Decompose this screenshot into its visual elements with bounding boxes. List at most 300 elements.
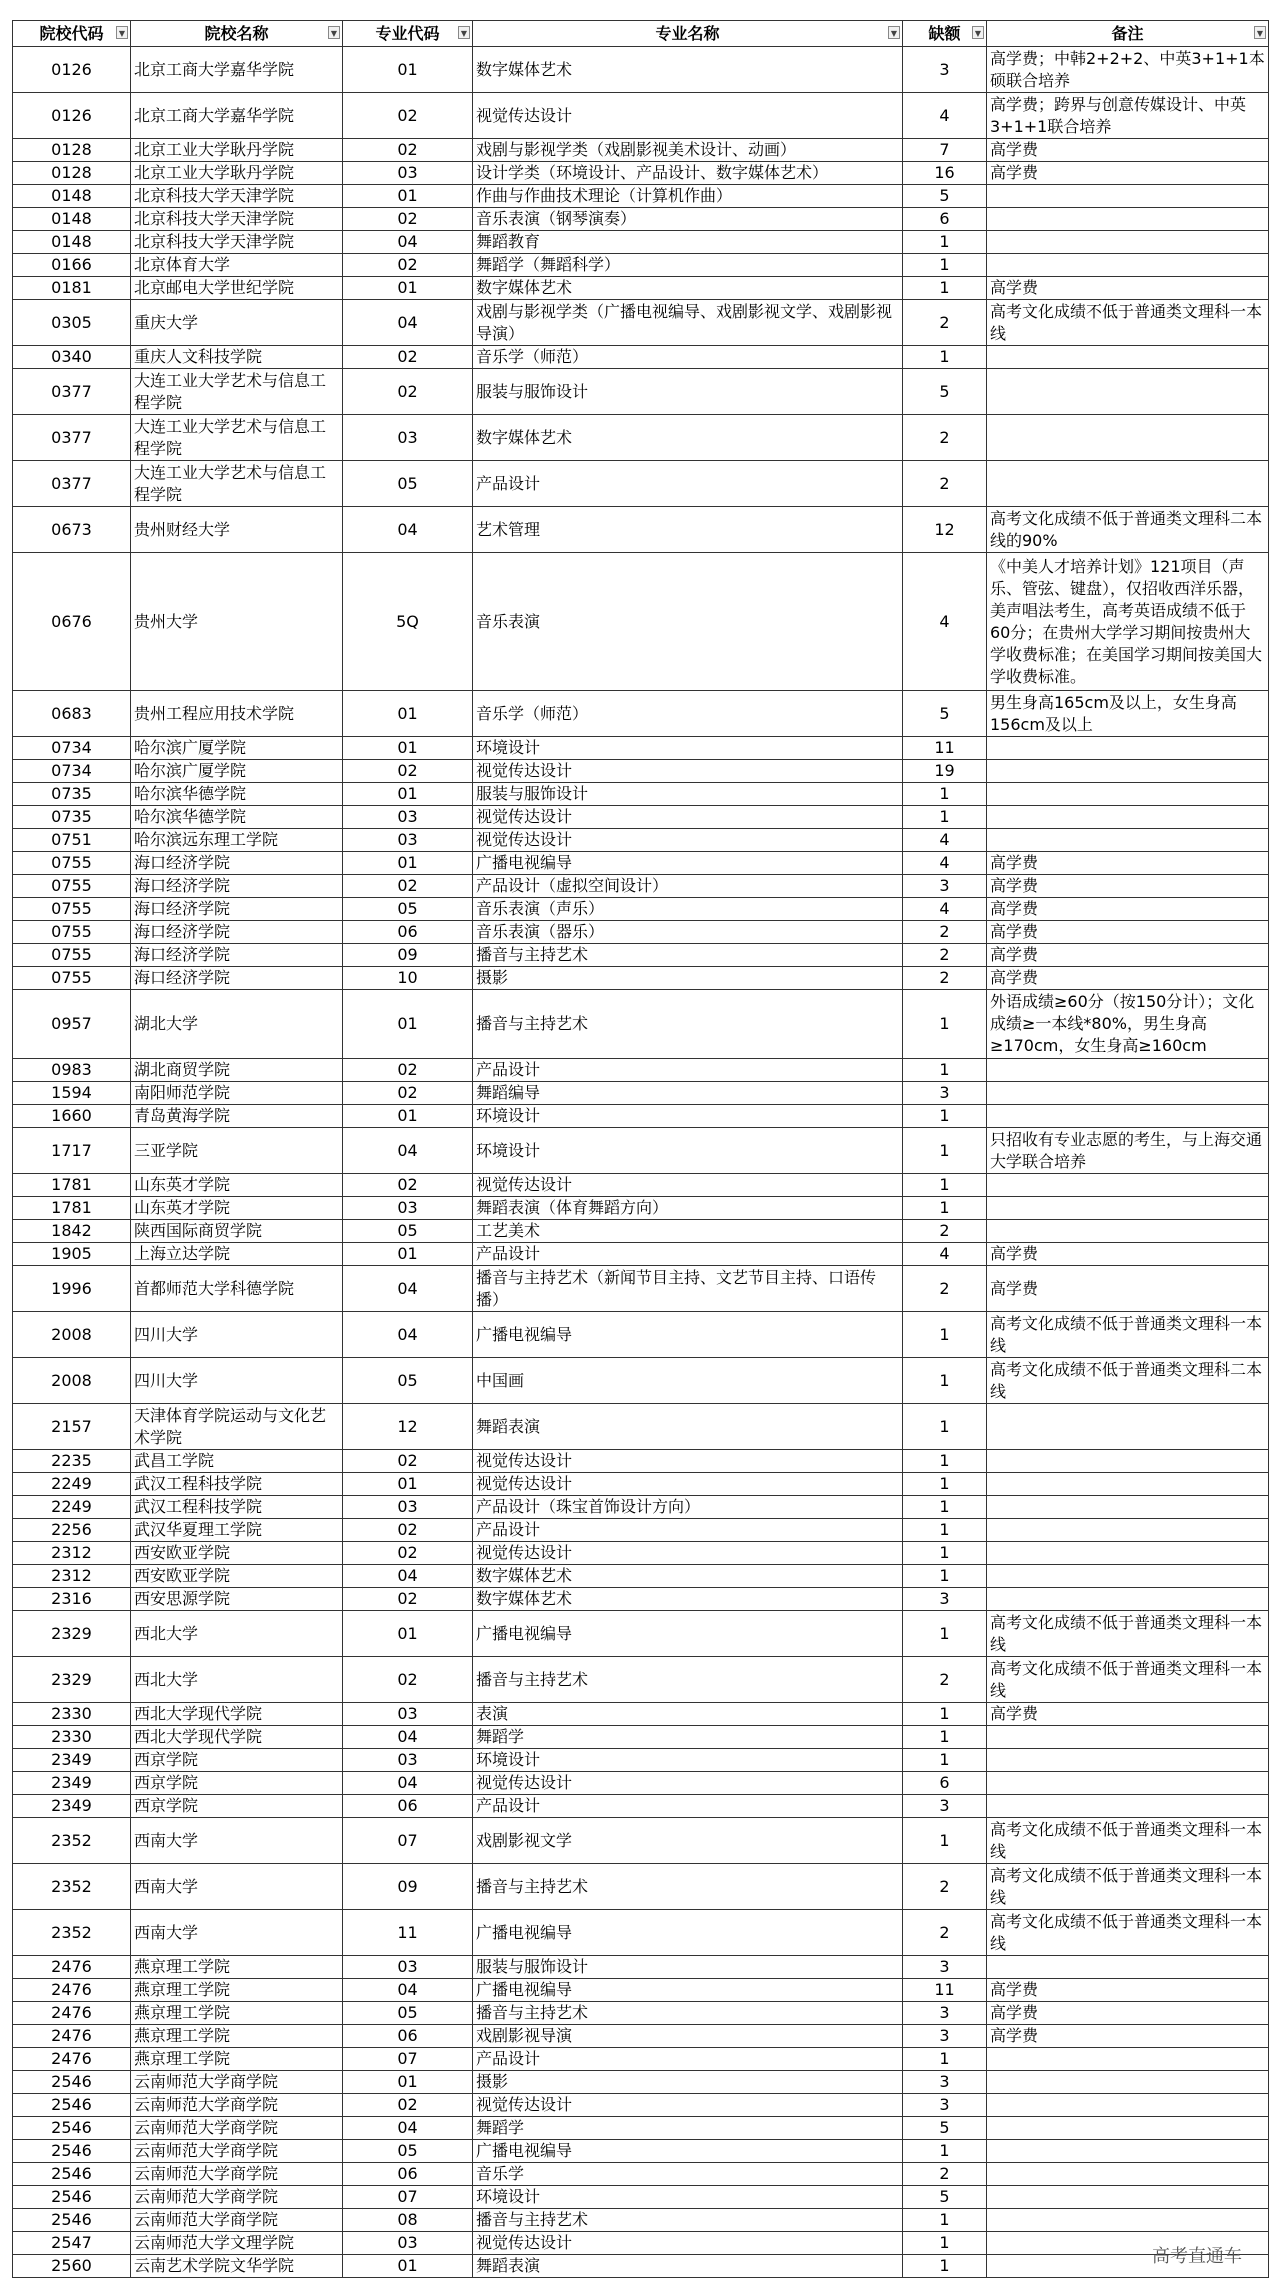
- cell-vacancy: 1: [903, 1128, 987, 1174]
- cell-school-code: 0126: [13, 93, 131, 139]
- cell-major-name: 舞蹈表演（体育舞蹈方向）: [473, 1197, 903, 1220]
- cell-major-code: 09: [343, 1864, 473, 1910]
- cell-note: [987, 1565, 1269, 1588]
- cell-school-code: 0751: [13, 829, 131, 852]
- cell-major-name: 环境设计: [473, 2186, 903, 2209]
- cell-vacancy: 11: [903, 737, 987, 760]
- cell-major-code: 07: [343, 1818, 473, 1864]
- table-row: [13, 875, 1269, 898]
- cell-school-name: 云南师范大学商学院: [131, 2140, 343, 2163]
- cell-major-name: 视觉传达设计: [473, 806, 903, 829]
- table-row: [13, 2071, 1269, 2094]
- cell-school-name: 西北大学现代学院: [131, 1726, 343, 1749]
- cell-vacancy: 7: [903, 139, 987, 162]
- cell-school-code: 2352: [13, 1910, 131, 1956]
- cell-school-name: 海口经济学院: [131, 944, 343, 967]
- cell-major-name: 工艺美术: [473, 1220, 903, 1243]
- cell-school-name: 西南大学: [131, 1818, 343, 1864]
- cell-school-code: 2312: [13, 1565, 131, 1588]
- cell-note: [987, 1450, 1269, 1473]
- cell-major-code: 01: [343, 47, 473, 93]
- cell-major-name: 产品设计: [473, 461, 903, 507]
- table-row: [13, 346, 1269, 369]
- cell-note: [987, 1956, 1269, 1979]
- header-cell-note: [987, 21, 1269, 47]
- cell-major-code: 03: [343, 1197, 473, 1220]
- cell-school-code: 0166: [13, 254, 131, 277]
- cell-school-code: 0983: [13, 1059, 131, 1082]
- cell-note: [987, 1588, 1269, 1611]
- table-row: [13, 1979, 1269, 2002]
- table-row: [13, 185, 1269, 208]
- cell-school-code: 2560: [13, 2255, 131, 2278]
- cell-note: 高学费: [987, 875, 1269, 898]
- table-row: [13, 1128, 1269, 1174]
- cell-school-code: 0148: [13, 231, 131, 254]
- cell-school-code: 0148: [13, 208, 131, 231]
- cell-note: 男生身高165cm及以上，女生身高156cm及以上: [987, 691, 1269, 737]
- cell-vacancy: 1: [903, 1450, 987, 1473]
- cell-major-name: 产品设计: [473, 1243, 903, 1266]
- cell-note: 高学费: [987, 921, 1269, 944]
- cell-note: [987, 346, 1269, 369]
- cell-major-code: 04: [343, 507, 473, 553]
- cell-vacancy: 1: [903, 1565, 987, 1588]
- cell-note: [987, 2140, 1269, 2163]
- filter-dropdown-icon[interactable]: ▼: [972, 26, 984, 39]
- cell-school-name: 四川大学: [131, 1312, 343, 1358]
- cell-vacancy: 1: [903, 277, 987, 300]
- cell-vacancy: 1: [903, 1611, 987, 1657]
- cell-major-name: 舞蹈表演: [473, 1404, 903, 1450]
- cell-school-name: 哈尔滨远东理工学院: [131, 829, 343, 852]
- cell-major-name: 数字媒体艺术: [473, 1588, 903, 1611]
- cell-school-name: 首都师范大学科德学院: [131, 1266, 343, 1312]
- cell-major-name: 产品设计: [473, 1059, 903, 1082]
- header-label: 缺额: [928, 23, 961, 43]
- cell-school-code: 0305: [13, 300, 131, 346]
- cell-major-code: 04: [343, 1565, 473, 1588]
- cell-school-code: 0126: [13, 47, 131, 93]
- table-row: [13, 1496, 1269, 1519]
- filter-dropdown-icon[interactable]: ▼: [328, 26, 340, 39]
- cell-major-name: 视觉传达设计: [473, 1473, 903, 1496]
- cell-note: 高学费: [987, 277, 1269, 300]
- cell-school-code: 2352: [13, 1818, 131, 1864]
- table-row: [13, 760, 1269, 783]
- cell-major-name: 音乐学（师范）: [473, 691, 903, 737]
- header-label: 专业名称: [655, 23, 720, 43]
- cell-school-name: 哈尔滨广厦学院: [131, 760, 343, 783]
- cell-school-name: 青岛黄海学院: [131, 1105, 343, 1128]
- cell-vacancy: 2: [903, 415, 987, 461]
- cell-school-name: 云南师范大学商学院: [131, 2209, 343, 2232]
- cell-note: 高学费: [987, 967, 1269, 990]
- table-row: [13, 921, 1269, 944]
- filter-dropdown-icon[interactable]: ▼: [1254, 26, 1266, 39]
- table-row: [13, 1105, 1269, 1128]
- cell-vacancy: 3: [903, 1795, 987, 1818]
- cell-major-name: 广播电视编导: [473, 1611, 903, 1657]
- cell-major-name: 音乐表演: [473, 553, 903, 691]
- cell-school-code: 0734: [13, 760, 131, 783]
- cell-major-name: 环境设计: [473, 1105, 903, 1128]
- cell-note: 高学费: [987, 944, 1269, 967]
- cell-note: 高学费: [987, 2025, 1269, 2048]
- cell-note: [987, 1519, 1269, 1542]
- cell-school-name: 西南大学: [131, 1864, 343, 1910]
- cell-school-code: 0755: [13, 967, 131, 990]
- cell-vacancy: 1: [903, 1473, 987, 1496]
- cell-major-code: 03: [343, 806, 473, 829]
- table-row: [13, 2094, 1269, 2117]
- cell-note: [987, 737, 1269, 760]
- cell-major-name: 服装与服饰设计: [473, 783, 903, 806]
- cell-school-name: 重庆大学: [131, 300, 343, 346]
- cell-major-code: 02: [343, 346, 473, 369]
- cell-school-code: 2546: [13, 2140, 131, 2163]
- cell-vacancy: 1: [903, 2232, 987, 2255]
- cell-school-code: 1842: [13, 1220, 131, 1243]
- cell-major-name: 广播电视编导: [473, 1979, 903, 2002]
- cell-school-name: 西京学院: [131, 1772, 343, 1795]
- cell-note: [987, 1542, 1269, 1565]
- table-row: [13, 369, 1269, 415]
- table-row: [13, 1772, 1269, 1795]
- cell-major-name: 播音与主持艺术: [473, 2209, 903, 2232]
- cell-school-name: 贵州财经大学: [131, 507, 343, 553]
- cell-vacancy: 4: [903, 852, 987, 875]
- cell-school-name: 北京邮电大学世纪学院: [131, 277, 343, 300]
- cell-school-code: 0673: [13, 507, 131, 553]
- cell-note: [987, 254, 1269, 277]
- filter-dropdown-icon[interactable]: ▼: [888, 26, 900, 39]
- cell-major-code: 01: [343, 990, 473, 1059]
- cell-major-name: 戏剧影视导演: [473, 2025, 903, 2048]
- cell-major-code: 05: [343, 898, 473, 921]
- cell-note: 高学费: [987, 1243, 1269, 1266]
- cell-school-code: 2256: [13, 1519, 131, 1542]
- filter-dropdown-icon[interactable]: ▼: [458, 26, 470, 39]
- cell-note: 高学费: [987, 1979, 1269, 2002]
- cell-major-name: 数字媒体艺术: [473, 277, 903, 300]
- cell-school-code: 2330: [13, 1726, 131, 1749]
- table-row: [13, 2163, 1269, 2186]
- cell-major-code: 04: [343, 231, 473, 254]
- cell-major-code: 04: [343, 300, 473, 346]
- cell-school-code: 2349: [13, 1772, 131, 1795]
- cell-major-name: 音乐表演（声乐）: [473, 898, 903, 921]
- cell-school-code: 0755: [13, 898, 131, 921]
- table-row: [13, 2117, 1269, 2140]
- cell-note: 高考文化成绩不低于普通类文理科一本线: [987, 1312, 1269, 1358]
- table-row: [13, 93, 1269, 139]
- cell-school-code: 2476: [13, 2048, 131, 2071]
- cell-school-code: 2476: [13, 1956, 131, 1979]
- cell-school-code: 2546: [13, 2209, 131, 2232]
- cell-major-name: 中国画: [473, 1358, 903, 1404]
- cell-major-name: 播音与主持艺术: [473, 1657, 903, 1703]
- cell-school-code: 0676: [13, 553, 131, 691]
- cell-school-name: 大连工业大学艺术与信息工程学院: [131, 415, 343, 461]
- cell-school-name: 云南师范大学商学院: [131, 2163, 343, 2186]
- cell-school-name: 云南师范大学商学院: [131, 2094, 343, 2117]
- table-row: [13, 1266, 1269, 1312]
- cell-school-name: 北京工业大学耿丹学院: [131, 162, 343, 185]
- table-row: [13, 2002, 1269, 2025]
- cell-vacancy: 6: [903, 208, 987, 231]
- cell-school-code: 2546: [13, 2071, 131, 2094]
- cell-school-name: 湖北大学: [131, 990, 343, 1059]
- cell-school-code: 0340: [13, 346, 131, 369]
- table-row: [13, 944, 1269, 967]
- cell-vacancy: 1: [903, 1703, 987, 1726]
- cell-vacancy: 12: [903, 507, 987, 553]
- cell-note: [987, 2163, 1269, 2186]
- table-row: [13, 1404, 1269, 1450]
- table-row: [13, 1473, 1269, 1496]
- cell-vacancy: 4: [903, 898, 987, 921]
- cell-major-code: 02: [343, 369, 473, 415]
- cell-school-name: 武汉工程科技学院: [131, 1496, 343, 1519]
- cell-school-name: 云南师范大学商学院: [131, 2117, 343, 2140]
- table-row: [13, 415, 1269, 461]
- cell-vacancy: 1: [903, 2140, 987, 2163]
- cell-major-code: 01: [343, 852, 473, 875]
- cell-school-code: 1781: [13, 1197, 131, 1220]
- cell-major-name: 戏剧与影视学类（戏剧影视美术设计、动画）: [473, 139, 903, 162]
- cell-major-name: 数字媒体艺术: [473, 415, 903, 461]
- cell-note: [987, 1772, 1269, 1795]
- cell-major-name: 服装与服饰设计: [473, 1956, 903, 1979]
- cell-note: [987, 1082, 1269, 1105]
- table-row: [13, 1588, 1269, 1611]
- cell-major-name: 数字媒体艺术: [473, 47, 903, 93]
- cell-major-name: 产品设计: [473, 1519, 903, 1542]
- cell-major-code: 01: [343, 1105, 473, 1128]
- cell-school-code: 0148: [13, 185, 131, 208]
- cell-note: [987, 2071, 1269, 2094]
- cell-major-name: 环境设计: [473, 1749, 903, 1772]
- cell-vacancy: 3: [903, 875, 987, 898]
- cell-major-code: 01: [343, 277, 473, 300]
- table-row: [13, 1243, 1269, 1266]
- cell-major-code: 10: [343, 967, 473, 990]
- cell-school-name: 云南师范大学文理学院: [131, 2232, 343, 2255]
- cell-major-name: 广播电视编导: [473, 1312, 903, 1358]
- cell-school-name: 西京学院: [131, 1795, 343, 1818]
- cell-school-name: 海口经济学院: [131, 921, 343, 944]
- cell-school-name: 湖北商贸学院: [131, 1059, 343, 1082]
- table-row: [13, 691, 1269, 737]
- cell-school-code: 0755: [13, 852, 131, 875]
- cell-major-name: 音乐学: [473, 2163, 903, 2186]
- table-row: [13, 967, 1269, 990]
- table-row: [13, 1059, 1269, 1082]
- cell-major-code: 05: [343, 1358, 473, 1404]
- cell-vacancy: 2: [903, 300, 987, 346]
- cell-school-code: 0735: [13, 806, 131, 829]
- cell-note: [987, 1220, 1269, 1243]
- cell-school-code: 0755: [13, 875, 131, 898]
- cell-major-code: 01: [343, 783, 473, 806]
- cell-major-code: 04: [343, 1979, 473, 2002]
- cell-major-code: 09: [343, 944, 473, 967]
- table-row: [13, 2186, 1269, 2209]
- cell-note: 高考文化成绩不低于普通类文理科二本线: [987, 1358, 1269, 1404]
- cell-school-code: 1594: [13, 1082, 131, 1105]
- cell-major-name: 播音与主持艺术: [473, 2002, 903, 2025]
- cell-major-name: 舞蹈学: [473, 2117, 903, 2140]
- cell-school-name: 北京科技大学天津学院: [131, 208, 343, 231]
- cell-major-name: 产品设计: [473, 2048, 903, 2071]
- cell-vacancy: 5: [903, 185, 987, 208]
- cell-major-name: 服装与服饰设计: [473, 369, 903, 415]
- cell-vacancy: 2: [903, 1266, 987, 1312]
- cell-school-name: 大连工业大学艺术与信息工程学院: [131, 461, 343, 507]
- cell-vacancy: 1: [903, 2048, 987, 2071]
- cell-school-name: 燕京理工学院: [131, 1956, 343, 1979]
- cell-note: 只招收有专业志愿的考生，与上海交通大学联合培养: [987, 1128, 1269, 1174]
- cell-major-code: 02: [343, 1588, 473, 1611]
- cell-vacancy: 2: [903, 944, 987, 967]
- cell-school-code: 2547: [13, 2232, 131, 2255]
- cell-major-code: 08: [343, 2209, 473, 2232]
- cell-school-code: 1996: [13, 1266, 131, 1312]
- cell-school-name: 南阳师范学院: [131, 1082, 343, 1105]
- cell-school-code: 0128: [13, 139, 131, 162]
- cell-note: [987, 1726, 1269, 1749]
- table-row: [13, 2140, 1269, 2163]
- cell-vacancy: 3: [903, 1588, 987, 1611]
- header-row: [13, 21, 1269, 47]
- cell-school-code: 1717: [13, 1128, 131, 1174]
- cell-major-name: 产品设计（珠宝首饰设计方向）: [473, 1496, 903, 1519]
- cell-vacancy: 5: [903, 2117, 987, 2140]
- table-row: [13, 1542, 1269, 1565]
- cell-note: 高考文化成绩不低于普通类文理科二本线的90%: [987, 507, 1269, 553]
- cell-major-code: 07: [343, 2186, 473, 2209]
- cell-school-code: 2476: [13, 2002, 131, 2025]
- cell-major-code: 01: [343, 691, 473, 737]
- cell-school-name: 西南大学: [131, 1910, 343, 1956]
- cell-vacancy: 1: [903, 1542, 987, 1565]
- cell-school-code: 2476: [13, 2025, 131, 2048]
- cell-major-name: 舞蹈学: [473, 1726, 903, 1749]
- cell-school-code: 2157: [13, 1404, 131, 1450]
- cell-vacancy: 4: [903, 829, 987, 852]
- cell-note: [987, 2094, 1269, 2117]
- table-row: [13, 300, 1269, 346]
- cell-vacancy: 2: [903, 2163, 987, 2186]
- cell-school-name: 哈尔滨华德学院: [131, 806, 343, 829]
- cell-vacancy: 2: [903, 921, 987, 944]
- cell-school-code: 1660: [13, 1105, 131, 1128]
- table-row: [13, 1082, 1269, 1105]
- table-row: [13, 1818, 1269, 1864]
- cell-major-code: 02: [343, 1519, 473, 1542]
- cell-school-name: 大连工业大学艺术与信息工程学院: [131, 369, 343, 415]
- cell-major-code: 02: [343, 1542, 473, 1565]
- cell-vacancy: 1: [903, 1358, 987, 1404]
- cell-note: [987, 369, 1269, 415]
- cell-school-code: 2546: [13, 2186, 131, 2209]
- table-row: [13, 231, 1269, 254]
- table-row: [13, 208, 1269, 231]
- cell-major-name: 播音与主持艺术: [473, 944, 903, 967]
- cell-school-code: 0755: [13, 944, 131, 967]
- cell-vacancy: 1: [903, 1105, 987, 1128]
- cell-major-code: 12: [343, 1404, 473, 1450]
- cell-school-name: 西京学院: [131, 1749, 343, 1772]
- cell-school-code: 1781: [13, 1174, 131, 1197]
- cell-vacancy: 1: [903, 1059, 987, 1082]
- cell-note: [987, 760, 1269, 783]
- cell-major-code: 04: [343, 1726, 473, 1749]
- cell-major-code: 03: [343, 415, 473, 461]
- cell-school-name: 北京体育大学: [131, 254, 343, 277]
- table-row: [13, 2048, 1269, 2071]
- table-row: [13, 47, 1269, 93]
- cell-school-name: 北京科技大学天津学院: [131, 231, 343, 254]
- cell-vacancy: 3: [903, 1956, 987, 1979]
- cell-note: [987, 1174, 1269, 1197]
- cell-major-name: 数字媒体艺术: [473, 1565, 903, 1588]
- cell-major-name: 舞蹈学（舞蹈科学）: [473, 254, 903, 277]
- table-row: [13, 2232, 1269, 2255]
- cell-vacancy: 1: [903, 346, 987, 369]
- cell-school-name: 哈尔滨华德学院: [131, 783, 343, 806]
- cell-major-code: 02: [343, 2094, 473, 2117]
- table-row: [13, 1910, 1269, 1956]
- cell-school-code: 2329: [13, 1657, 131, 1703]
- cell-major-code: 02: [343, 1082, 473, 1105]
- cell-vacancy: 1: [903, 2255, 987, 2278]
- cell-note: [987, 829, 1269, 852]
- cell-school-name: 武昌工学院: [131, 1450, 343, 1473]
- cell-vacancy: 2: [903, 967, 987, 990]
- cell-major-name: 广播电视编导: [473, 1910, 903, 1956]
- cell-major-name: 视觉传达设计: [473, 93, 903, 139]
- cell-school-code: 2476: [13, 1979, 131, 2002]
- cell-vacancy: 1: [903, 1197, 987, 1220]
- cell-vacancy: 5: [903, 2186, 987, 2209]
- cell-school-code: 0734: [13, 737, 131, 760]
- cell-school-name: 海口经济学院: [131, 898, 343, 921]
- cell-major-code: 01: [343, 1611, 473, 1657]
- cell-vacancy: 11: [903, 1979, 987, 2002]
- filter-dropdown-icon[interactable]: ▼: [116, 26, 128, 39]
- cell-school-name: 重庆人文科技学院: [131, 346, 343, 369]
- table-row: [13, 783, 1269, 806]
- cell-vacancy: 3: [903, 1082, 987, 1105]
- table-row: [13, 1703, 1269, 1726]
- cell-school-code: 2249: [13, 1473, 131, 1496]
- cell-major-name: 音乐学（师范）: [473, 346, 903, 369]
- cell-school-name: 北京科技大学天津学院: [131, 185, 343, 208]
- cell-major-name: 广播电视编导: [473, 2140, 903, 2163]
- cell-major-name: 作曲与作曲技术理论（计算机作曲）: [473, 185, 903, 208]
- cell-vacancy: 1: [903, 783, 987, 806]
- cell-note: [987, 2186, 1269, 2209]
- cell-major-name: 艺术管理: [473, 507, 903, 553]
- cell-major-code: 01: [343, 1243, 473, 1266]
- cell-note: [987, 1105, 1269, 1128]
- cell-major-code: 04: [343, 1128, 473, 1174]
- table-row: [13, 1174, 1269, 1197]
- header-cell-code: [13, 21, 131, 47]
- cell-major-name: 产品设计: [473, 1795, 903, 1818]
